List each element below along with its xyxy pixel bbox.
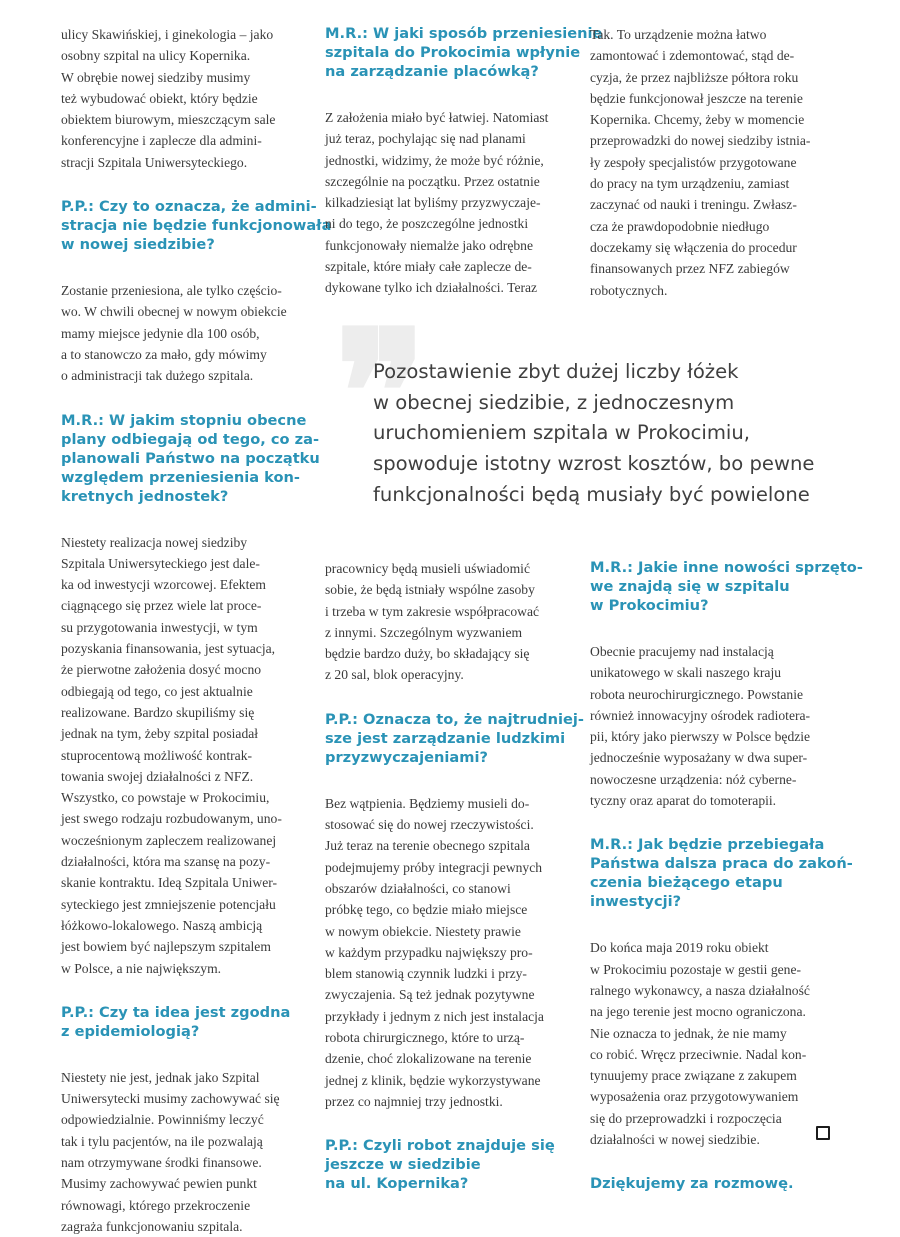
text-line: skanie kontraktu. Ideą Szpitala Uniwer-	[61, 875, 278, 891]
text-line: w nowej siedzibie?	[61, 236, 215, 254]
text-line: działalności w nowej siedzibie.	[590, 1132, 760, 1148]
text-line: wyposażenia oraz przygotowywaniem	[590, 1089, 799, 1105]
paragraph	[61, 1067, 303, 1237]
text-line: nam otrzymywane środki finansowe.	[61, 1154, 262, 1170]
text-line: plany odbiegają od tego, co za-	[61, 430, 320, 448]
text-line: zwyczajenia. Są też jednak pozytywne	[325, 987, 535, 1003]
text-line: inwestycji?	[590, 893, 682, 911]
text-line: dzenie, choć zlokalizowane na terenie	[325, 1051, 532, 1067]
paragraph	[325, 793, 567, 1112]
text-line: tyczny oraz aparat do tomoterapii.	[590, 793, 777, 809]
text-line: stracja nie będzie funkcjonowała	[61, 217, 332, 235]
text-line: blem stanowią czynnik ludzki i przy-	[325, 966, 527, 982]
pull-quote-line: w obecnej siedzibie, z jednoczesnym	[373, 390, 735, 414]
text-line: jednostki, widzimy, że może być różnie,	[325, 152, 544, 168]
text-line: stosować się do nowej rzeczywistości.	[325, 817, 534, 833]
text-line: na ul. Kopernika?	[325, 1175, 469, 1193]
pull-quote-line: Pozostawienie zbyt dużej liczby łóżek	[373, 360, 739, 383]
text-line: czenia bieżącego etapu	[590, 874, 783, 892]
text-line: Kopernika. Chcemy, żeby w momencie	[590, 112, 805, 128]
text-line: o administracji tak dużego szpitala.	[61, 368, 254, 384]
text-line: jednak na tym, żeby szpital posiadał	[61, 726, 259, 742]
text-line: jest bowiem być najlepszym szpitalem	[61, 939, 271, 955]
text-line: z epidemiologią?	[61, 1022, 200, 1040]
text-line: stuprocentową możliwość kontrak-	[61, 747, 253, 763]
text-line: szpitale, które miały całe zaplecze de-	[325, 259, 532, 275]
text-line: przykłady i jednym z nich jest instalacja	[325, 1008, 544, 1024]
text-line: szpitala do Prokocimia wpłynie	[325, 44, 581, 61]
text-line: Niestety nie jest, jednak jako Szpital	[61, 1069, 260, 1085]
question-heading	[590, 1174, 832, 1193]
question-heading	[61, 411, 320, 506]
text-line: Do końca maja 2019 roku obiekt	[590, 940, 769, 956]
text-line: robota chirurgicznego, które to urzą-	[325, 1030, 525, 1046]
text-line: do pracy na tym urządzeniu, zamiast	[590, 176, 790, 192]
paragraph	[61, 532, 303, 979]
text-line: P.P.: Czy to oznacza, że admini-	[61, 198, 317, 216]
text-line: już teraz, pochylając się nad planami	[325, 131, 526, 147]
text-line: pii, który jako pierwszy w Polsce będzie	[590, 729, 811, 745]
text-line: sobie, że będą istniały wspólne zasoby	[325, 582, 535, 598]
text-line: będzie bardzo duży, bo składający się	[325, 646, 530, 662]
text-line: w nowym obiekcie. Niestety prawie	[325, 923, 521, 939]
text-line: dykowane tylko ich działalności. Teraz	[325, 280, 538, 296]
paragraph	[590, 641, 832, 811]
paragraph	[590, 937, 832, 1150]
text-line: Uniwersytecki musimy zachowywać się	[61, 1091, 280, 1107]
text-line: ni do tego, że poszczególne jednostki	[325, 216, 529, 232]
question-heading	[325, 24, 603, 81]
text-line: M.R.: Jakie inne nowości sprzęto-	[590, 559, 863, 576]
question-heading	[61, 1003, 303, 1041]
text-line: w każdym przypadku największy pro-	[325, 944, 533, 960]
paragraph	[61, 280, 303, 386]
text-line: M.R.: Jak będzie przebiegała	[590, 836, 825, 854]
text-line: się do przeprowadzki i rozpoczęcia	[590, 1110, 782, 1126]
text-line: Państwa dalsza praca do zakoń-	[590, 855, 853, 873]
text-line: zagraża funkcjonowaniu szpitala.	[61, 1218, 243, 1234]
text-line: na zarządzanie placówką?	[325, 63, 539, 80]
text-line: ka od inwestycji wzorcowej. Efektem	[61, 577, 266, 593]
text-line: Szpitala Uniwersyteckiego jest dale-	[61, 555, 260, 571]
text-line: Wszystko, co powstaje w Prokocimiu,	[61, 790, 270, 806]
text-line: syteckiego jest zmniejszenie potencjału	[61, 896, 276, 912]
pull-quote-line: spowoduje istotny wzrost kosztów, bo pewne	[373, 452, 815, 476]
question-heading	[325, 710, 584, 767]
paragraph	[590, 24, 832, 301]
question-heading	[61, 197, 332, 254]
column-2-bottom	[325, 558, 584, 1193]
text-line: obiektem biurowym, mieszczącym sale	[61, 112, 276, 128]
text-line: Musimy zachowywać pewien punkt	[61, 1176, 257, 1192]
text-line: Z założenia miało być łatwiej. Natomiast	[325, 110, 549, 125]
text-line: realizowane. Bardzo skupiliśmy się	[61, 704, 255, 720]
text-line: co robić. Wręcz przeciwnie. Nadal kon-	[590, 1046, 807, 1062]
text-line: ły zespoły specjalistów przygotowane	[590, 154, 797, 170]
end-of-article-icon	[816, 1126, 830, 1140]
text-line: zamontować i zdemontować, stąd de-	[590, 48, 795, 64]
pull-quote-line: funkcjonalności będą musiały być powielone	[373, 482, 810, 506]
text-line: Nie oznacza to jednak, że nie mamy	[590, 1025, 787, 1041]
text-line: planowali Państwo na początku	[61, 449, 320, 467]
text-line: jest swego rodzaju rozbudowanym, uno-	[61, 811, 282, 827]
column-3-bottom	[590, 558, 863, 1193]
text-line: w Prokocimiu pozostaje w gestii gene-	[590, 961, 802, 977]
paragraph	[325, 107, 567, 299]
text-line: z innymi. Szczególnym wyzwaniem	[325, 624, 523, 640]
text-line: Zostanie przeniesiona, ale tylko częścio-	[61, 283, 282, 299]
text-line: szczególnie na początku. Przez ostatnie	[325, 173, 540, 189]
text-line: przeprowadzki do nowej siedziby istnia-	[590, 133, 811, 149]
text-line: robotycznych.	[590, 282, 668, 298]
text-line: przyzwyczajeniami?	[325, 748, 488, 766]
text-line: zaczynać od nauki i treningu. Zwłasz-	[590, 197, 797, 213]
text-line: jednej z klinik, będzie wykorzystywane	[325, 1072, 541, 1088]
column-3-top	[590, 24, 832, 301]
text-line: w Polsce, a nie największym.	[61, 960, 222, 976]
text-line: osobny szpital na ulicy Kopernika.	[61, 48, 251, 64]
text-line: nowoczesne urządzenia: nóż cyberne-	[590, 771, 797, 787]
pull-quote	[373, 357, 814, 511]
text-line: M.R.: W jaki sposób przeniesienie	[325, 25, 603, 42]
text-line: wo. W chwili obecnej w nowym obiekcie	[61, 304, 287, 320]
column-2-top	[325, 24, 603, 299]
text-line: ciągnącego się przez wiele lat proce-	[61, 598, 262, 614]
text-line: P.P.: Oznacza to, że najtrudniej-	[325, 710, 584, 728]
text-line: Już teraz na terenie obecnego szpitala	[325, 838, 530, 854]
text-line: mamy miejsce jedynie dla 100 osób,	[61, 325, 260, 341]
text-line: pozyskania finansowania, jest sytuacja,	[61, 641, 276, 657]
text-line: wocześnionym zapleczem realizowanej	[61, 832, 277, 848]
text-line: również innowacyjny ośrodek radiotera-	[590, 707, 811, 723]
text-line: a to stanowczo za mało, gdy mówimy	[61, 346, 267, 362]
text-line: działalności, która ma szansę na pozy-	[61, 854, 271, 870]
text-line: Obecnie pracujemy nad instalacją	[590, 644, 774, 659]
text-line: że pierwotne założenia dosyć mocno	[61, 662, 262, 678]
question-heading	[325, 1136, 567, 1193]
quote-mark-icon: ❞	[335, 293, 427, 493]
pull-quote-line: uruchomieniem szpitala w Prokocimiu,	[373, 421, 750, 445]
paragraph	[61, 24, 303, 173]
text-line: na jego terenie jest mocno ograniczona.	[590, 1004, 806, 1020]
text-line: kilkadziesiąt lat byliśmy przyzwyczaje-	[325, 195, 541, 211]
text-line: W obrębie nowej siedziby musimy	[61, 69, 251, 85]
text-line: unikatowego w skali naszego kraju	[590, 665, 782, 681]
text-line: robota neurochirurgicznego. Powstanie	[590, 686, 804, 702]
text-line: z 20 sal, blok operacyjny.	[325, 667, 464, 683]
text-line: próbkę tego, co będzie miało miejsce	[325, 902, 528, 918]
text-line: finansowanych przez NFZ zabiegów	[590, 261, 790, 277]
text-line: łóżkowo-lokalowego. Naszą ambicją	[61, 917, 263, 933]
text-line: Bez wątpienia. Będziemy musieli do-	[325, 795, 530, 811]
text-line: jednocześnie wyposażany w dwa super-	[590, 750, 808, 766]
text-line: stracji Szpitala Uniwersyteckiego.	[61, 154, 248, 170]
text-line: M.R.: W jakim stopniu obecne	[61, 411, 307, 429]
text-line: Niestety realizacja nowej siedziby	[61, 534, 248, 550]
text-line: konferencyjne i zaplecze dla admini-	[61, 133, 262, 149]
text-line: funkcjonowały niemalże jako odrębne	[325, 237, 533, 253]
text-line: cza że prawdopodobnie niedługo	[590, 218, 770, 234]
text-line: sze jest zarządzanie ludzkimi	[325, 729, 566, 747]
text-line: będzie funkcjonował jeszcze na terenie	[590, 90, 803, 106]
text-line: odpowiedzialnie. Powinniśmy leczyć	[61, 1112, 264, 1128]
text-line: we znajdą się w szpitalu	[590, 578, 790, 595]
text-line: podejmujemy próby integracji pewnych	[325, 859, 543, 875]
text-line: względem przeniesienia kon-	[61, 468, 300, 486]
text-line: odbiegają od tego, co jest aktualnie	[61, 683, 253, 699]
text-line: su przygotowania inwestycji, w tym	[61, 619, 258, 635]
text-line: obszarów działalności, co stanowi	[325, 880, 511, 896]
text-line: równowagi, którego przekroczenie	[61, 1197, 251, 1213]
text-line: Dziękujemy za rozmowę.	[590, 1175, 794, 1193]
text-line: ulicy Skawińskiej, i ginekologia – jako	[61, 27, 274, 42]
text-line: cyzja, że przez najbliższe półtora roku	[590, 69, 799, 85]
text-line: P.P.: Czy ta idea jest zgodna	[61, 1003, 291, 1021]
text-line: pracownicy będą musieli uświadomić	[325, 561, 530, 576]
text-line: Tak. To urządzenie można łatwo	[590, 27, 767, 42]
column-1	[61, 24, 332, 1237]
text-line: przez co najmniej trzy jednostki.	[325, 1093, 503, 1109]
question-heading	[590, 558, 863, 615]
text-line: tak i tylu pacjentów, na ile pozwalają	[61, 1133, 263, 1149]
text-line: P.P.: Czyli robot znajduje się	[325, 1137, 555, 1155]
text-line: w Prokocimiu?	[590, 597, 709, 614]
paragraph	[325, 558, 567, 686]
text-line: jeszcze w siedzibie	[325, 1156, 481, 1174]
text-line: i trzeba w tym zakresie współpracować	[325, 603, 540, 619]
question-heading	[590, 835, 853, 911]
text-line: też wybudować obiekt, który będzie	[61, 90, 258, 106]
text-line: towania swojej działalności z NFZ.	[61, 768, 254, 784]
text-line: doczekamy się włączenia do procedur	[590, 239, 797, 255]
text-line: kretnych jednostek?	[61, 487, 229, 505]
text-line: ralnego wykonawcy, a nasza działalność	[590, 982, 810, 998]
text-line: tynuujemy prace związane z zakupem	[590, 1068, 797, 1084]
